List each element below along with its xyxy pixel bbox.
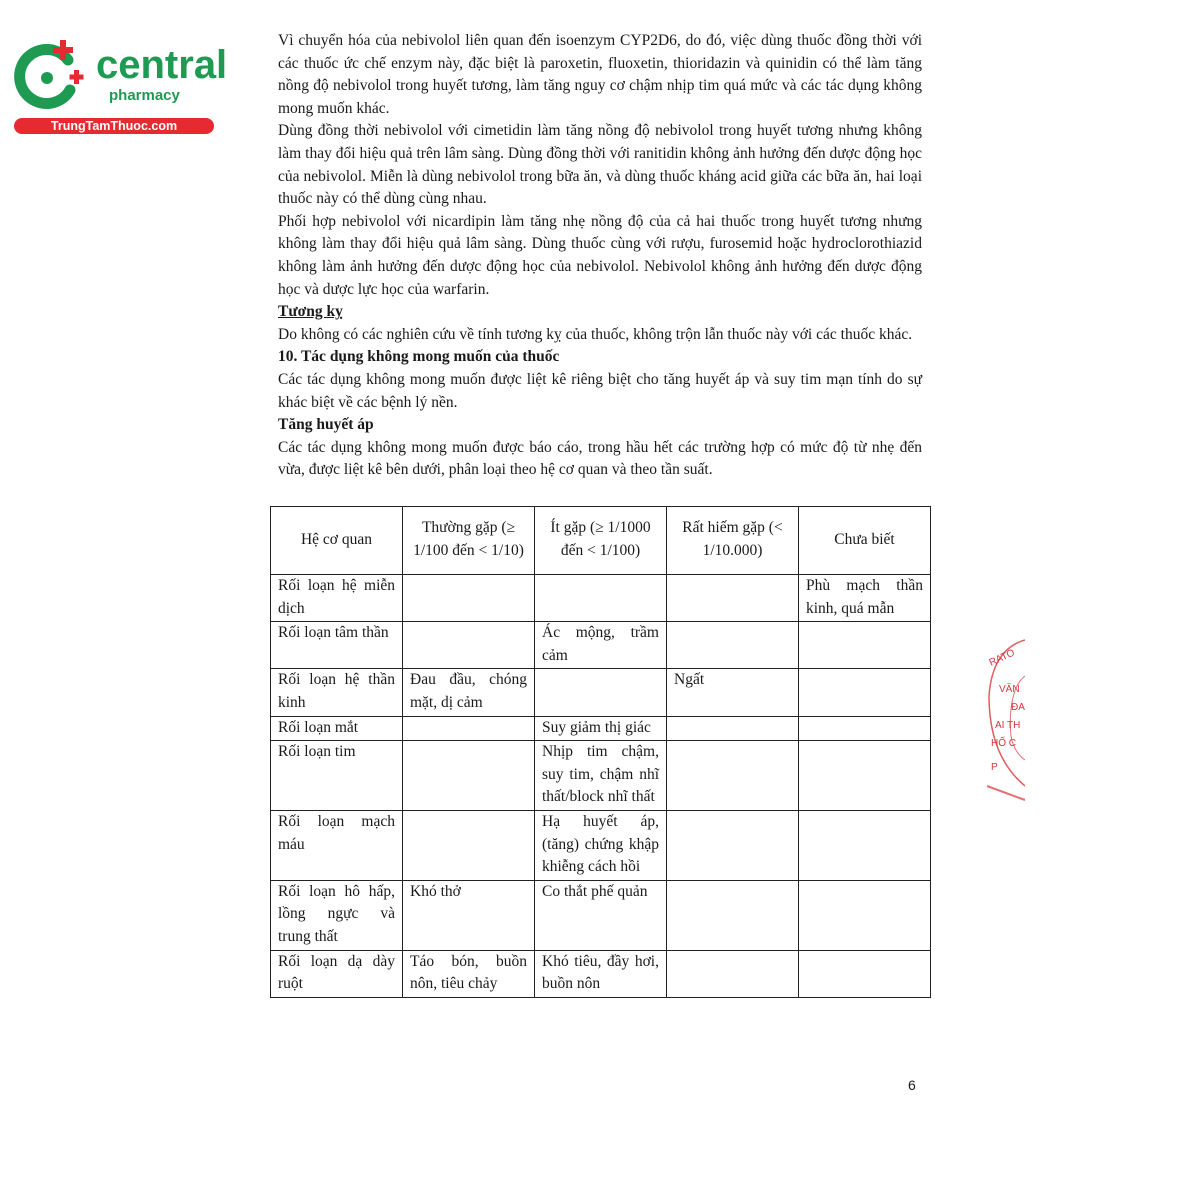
paragraph-cimetidin: Dùng đồng thời nebivolol với cimetidin làm tăng nồng độ nebivolol trong huyết tương nhưng không làm thay đổi hiệu quả trên lâm sàng. Dùng đồng thời với ranitidin không ảnh hưởng đến dược động học của nebivolol. Miễn là dùng nebivolol trong bữa ăn, và dùng thuốc kháng acid giữa các bữa ăn, hai loại thuốc này có thể dùng cùng nhau. [278, 122, 922, 208]
table-cell [667, 575, 799, 622]
table-cell [667, 950, 799, 997]
table-row [271, 950, 931, 997]
table-cell: Rối loạn hệ thần kinh [271, 669, 403, 716]
table-cell [403, 741, 535, 811]
logo-website: TrungTamThuoc.com [14, 118, 214, 134]
table-cell [403, 575, 535, 622]
table-row [271, 622, 931, 669]
header-uncommon: Ít gặp (≥ 1/1000 đến < 1/100) [535, 507, 667, 575]
table-cell [799, 669, 931, 716]
table-cell: Khó tiêu, đầy hơi, buồn nôn [535, 950, 667, 997]
header-unknown: Chưa biết [799, 507, 931, 575]
header-very-rare: Rất hiếm gặp (< 1/10.000) [667, 507, 799, 575]
paragraph-cyp2d6: Vì chuyển hóa của nebivolol liên quan đến isoenzym CYP2D6, do đó, việc dùng thuốc đồng thời với các thuốc ức chế enzym này, đặc biệt là paroxetin, fluoxetin, thioridazin và quinidin có thể làm tăng nồng độ nebivolol trong huyết tương, làm tăng nguy cơ chậm nhịp tim quá mức và các tác dụng không mong muốn khác. [278, 32, 922, 117]
table-cell [799, 810, 931, 880]
table-cell: Rối loạn hô hấp, lồng ngực và trung thất [271, 880, 403, 950]
central-pharmacy-logo-icon [10, 38, 90, 118]
table-cell: Phù mạch thần kinh, quá mẫn [799, 575, 931, 622]
table-cell [667, 810, 799, 880]
table-row [271, 741, 931, 811]
table-cell: Rối loạn tâm thần [271, 622, 403, 669]
table-cell [667, 880, 799, 950]
hypertension-text: Các tác dụng không mong muốn được báo cáo, trong hầu hết các trường hợp có mức độ từ nhẹ đến vừa, được liệt kê bên dưới, phân loại theo hệ cơ quan và theo tần suất. [278, 438, 922, 479]
table-cell: Rối loạn tim [271, 741, 403, 811]
page-number: 6 [908, 1077, 916, 1093]
header-organ-system: Hệ cơ quan [271, 507, 403, 575]
table-cell: Rối loạn hệ miễn dịch [271, 575, 403, 622]
table-cell [535, 669, 667, 716]
document-body [278, 30, 922, 482]
section-10-heading: 10. Tác dụng không mong muốn của thuốc [278, 348, 560, 366]
table-cell [403, 716, 535, 741]
red-stamp-seal [985, 636, 1025, 802]
incompatibility-text: Do không có các nghiên cứu về tính tương kỵ của thuốc, không trộn lẫn thuốc này với các thuốc khác. [278, 325, 913, 343]
table-row [271, 810, 931, 880]
table-cell [667, 716, 799, 741]
table-cell [799, 741, 931, 811]
adverse-effects-table [270, 506, 931, 998]
table-cell [535, 575, 667, 622]
svg-text:RATO: RATO [987, 647, 1017, 669]
table-cell: Khó thở [403, 880, 535, 950]
table-cell: Hạ huyết áp, (tăng) chứng khập khiễng cách hồi [535, 810, 667, 880]
table-cell: Suy giảm thị giác [535, 716, 667, 741]
table-cell [799, 622, 931, 669]
table-cell: Nhịp tim chậm, suy tim, chậm nhĩ thất/block nhĩ thất [535, 741, 667, 811]
table-cell [667, 741, 799, 811]
header-common: Thường gặp (≥ 1/100 đến < 1/10) [403, 507, 535, 575]
table-cell [799, 880, 931, 950]
table-cell [403, 622, 535, 669]
table-row [271, 880, 931, 950]
table-row [271, 716, 931, 741]
table-cell [403, 810, 535, 880]
svg-text:HỐ C: HỐ C [991, 738, 1016, 749]
table-cell [667, 622, 799, 669]
table-header-row [271, 507, 931, 575]
table-cell: Rối loạn mắt [271, 716, 403, 741]
table-cell: Rối loạn mạch máu [271, 810, 403, 880]
table-cell: Co thắt phế quản [535, 880, 667, 950]
svg-text:AI TH: AI TH [995, 720, 1021, 731]
paragraph-nicardipin: Phối hợp nebivolol với nicardipin làm tăng nhẹ nồng độ của cả hai thuốc trong huyết tương nhưng không làm thay đổi hiệu quả lâm sàng. Dùng thuốc cùng với rượu, furosemid hoặc hydroclorothiazid không làm ảnh hưởng đến dược động học của nebivolol. Nebivolol không ảnh hưởng đến dược động học và dược lực học của warfarin. [278, 212, 922, 298]
table-cell: Ác mộng, trầm cảm [535, 622, 667, 669]
hypertension-heading: Tăng huyết áp [278, 416, 374, 434]
table-cell: Táo bón, buồn nôn, tiêu chảy [403, 950, 535, 997]
table-cell [799, 716, 931, 741]
svg-text:P: P [991, 762, 998, 773]
brand-logo [10, 38, 228, 138]
table-row [271, 669, 931, 716]
table-cell: Đau đầu, chóng mặt, dị cảm [403, 669, 535, 716]
table-cell [799, 950, 931, 997]
section-10-text: Các tác dụng không mong muốn được liệt kê riêng biệt cho tăng huyết áp và suy tim mạn tính do sự khác biệt về các bệnh lý nền. [278, 370, 922, 411]
logo-name: central [96, 43, 228, 87]
svg-text:VĂN: VĂN [999, 684, 1020, 695]
svg-text:ĐA: ĐA [1011, 702, 1025, 713]
logo-subtitle: pharmacy [109, 87, 180, 104]
table-cell: Ngất [667, 669, 799, 716]
incompatibility-heading [278, 301, 922, 324]
incompatibility-heading-text: Tương kỵ [278, 303, 343, 321]
table-cell: Rối loạn dạ dày ruột [271, 950, 403, 997]
table-row [271, 575, 931, 622]
